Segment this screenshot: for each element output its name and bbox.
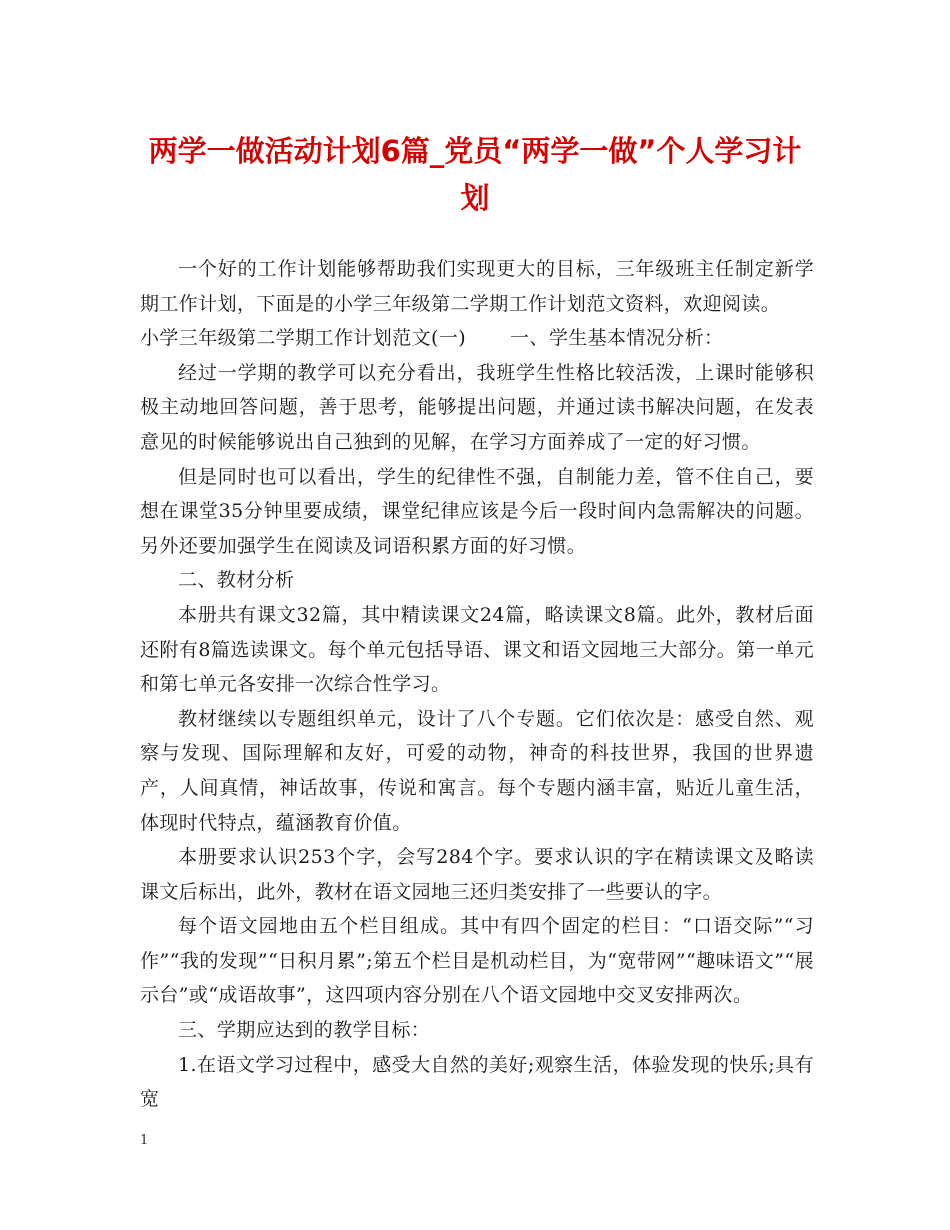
body-paragraph: 1.在语文学习过程中，感受大自然的美好;观察生活，体验发现的快乐;具有宽 (140, 1053, 814, 1111)
body-paragraph: 本册共有课文32篇，其中精读课文24篇，略读课文8篇。此外，教材后面还附有8篇选读课文。每个单元包括导语、课文和语文园地三大部分。第一单元和第七单元各安排一次综合性学习。 (140, 603, 814, 696)
subheading-left: 小学三年级第二学期工作计划范文(一) (140, 327, 467, 350)
intro-paragraph: 一个好的工作计划能够帮助我们实现更大的目标，三年级班主任制定新学期工作计划，下面是的小学三年级第二学期工作计划范文资料，欢迎阅读。 (140, 258, 814, 315)
page-number: 1 (140, 1133, 149, 1148)
body-paragraph: 教材继续以专题组织单元，设计了八个专题。它们依次是：感受自然、观察与发现、国际理解和友好，可爱的动物，神奇的科技世界，我国的世界遗产，人间真情，神话故事，传说和寓言。每个专题内涵丰富，贴近儿童生活，体现时代特点，蕴涵教育价值。 (140, 707, 814, 834)
subheading-right: 一、学生基本情况分析： (510, 327, 724, 350)
body-paragraph: 经过一学期的教学可以充分看出，我班学生性格比较活泼，上课时能够积极主动地回答问题，善于思考，能够提出问题，并通过读书解决问题，在发表意见的时候能够说出自己独到的见解，在学习方面养成了一定的好习惯。 (140, 361, 814, 453)
document-body (140, 252, 814, 1117)
document-title: 两学一做活动计划6篇_党员“两学一做”个人学习计划 (148, 134, 802, 215)
section-heading: 三、学期应达到的教学目标： (178, 1019, 431, 1042)
section-heading: 二、教材分析 (178, 569, 295, 592)
body-paragraph: 每个语文园地由五个栏目组成。其中有四个固定的栏目：“口语交际”“习作”“我的发现”“日积月累”;第五个栏目是机动栏目，为“宽带网”“趣味语文”“展示台”或“成语故事”，这四项内容分别在八个语文园地中交叉安排两次。 (140, 915, 814, 1007)
subheading-line (140, 321, 814, 356)
body-paragraph: 本册要求认识253个字，会写284个字。要求认识的字在精读课文及略读课文后标出，此外，教材在语文园地三还归类安排了一些要认的字。 (140, 846, 814, 903)
body-paragraph: 但是同时也可以看出，学生的纪律性不强，自制能力差，管不住自己，要想在课堂35分钟里要成绩，课堂纪律应该是今后一段时间内急需解决的问题。另外还要加强学生在阅读及词语积累方面的好习惯。 (140, 465, 814, 557)
